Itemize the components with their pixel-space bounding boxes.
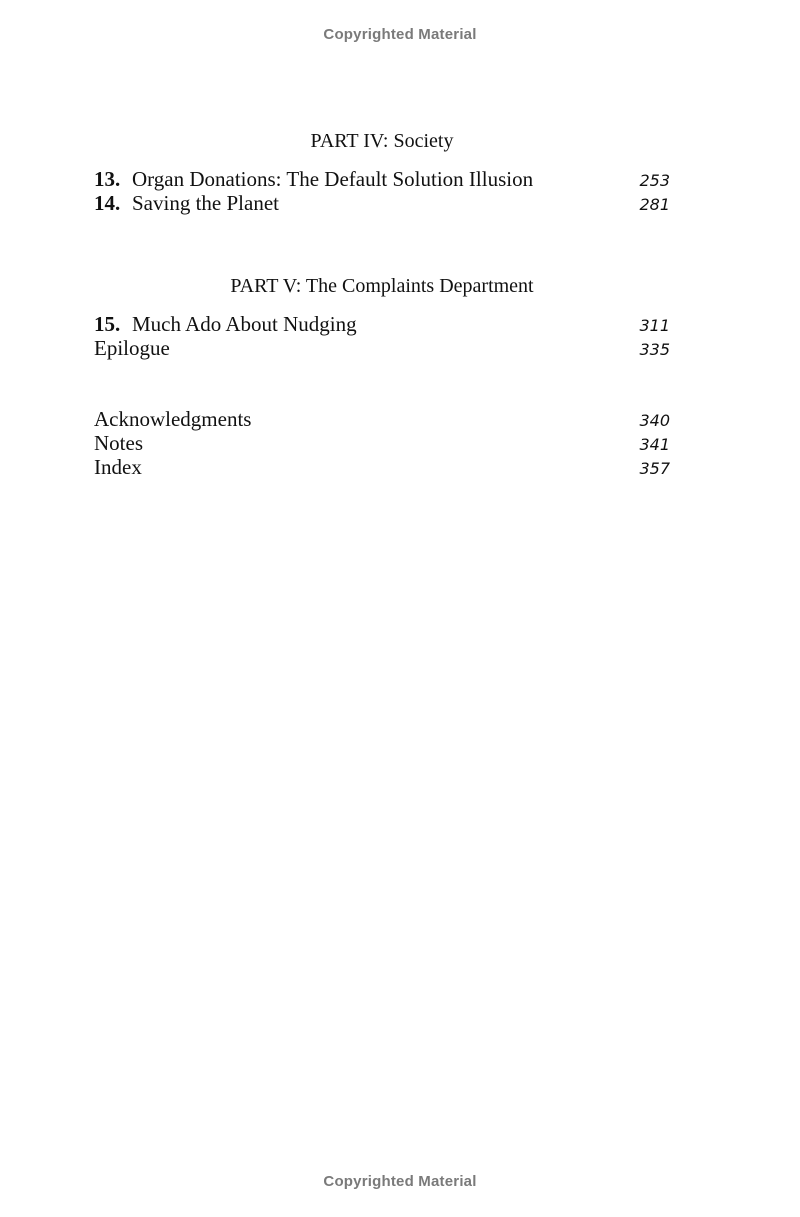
epilogue-title: Epilogue (94, 336, 170, 360)
chapter-number: 13. (94, 167, 121, 191)
page-number: 357 (639, 459, 670, 478)
toc-entry (94, 312, 670, 336)
toc-entry-notes (94, 431, 670, 455)
chapter-title: Saving the Planet (132, 191, 279, 215)
chapter-number: 15. (94, 312, 121, 336)
page-number: 341 (639, 435, 670, 454)
watermark-bottom: Copyrighted Material (323, 1173, 477, 1190)
page-number: 335 (639, 340, 670, 359)
watermark-top: Copyrighted Material (323, 26, 477, 43)
part-heading: PART IV: Society (310, 130, 454, 152)
back-matter-title: Notes (94, 431, 143, 455)
toc-entry-acknowledgments (94, 407, 670, 431)
page-number: 311 (639, 316, 670, 335)
toc-entry-index (94, 455, 670, 479)
part-heading: PART V: The Complaints Department (230, 275, 534, 297)
chapter-title: Much Ado About Nudging (132, 312, 357, 336)
chapter-number: 14. (94, 191, 121, 215)
back-matter-title: Acknowledgments (94, 407, 252, 431)
page-number: 340 (639, 411, 670, 430)
back-matter-title: Index (94, 455, 142, 479)
page-number: 281 (639, 195, 670, 214)
toc-entry (94, 167, 670, 191)
page-number: 253 (639, 171, 670, 190)
toc-entry-epilogue (94, 336, 670, 360)
toc-entry (94, 191, 670, 215)
chapter-title: Organ Donations: The Default Solution Illusion (132, 167, 534, 191)
